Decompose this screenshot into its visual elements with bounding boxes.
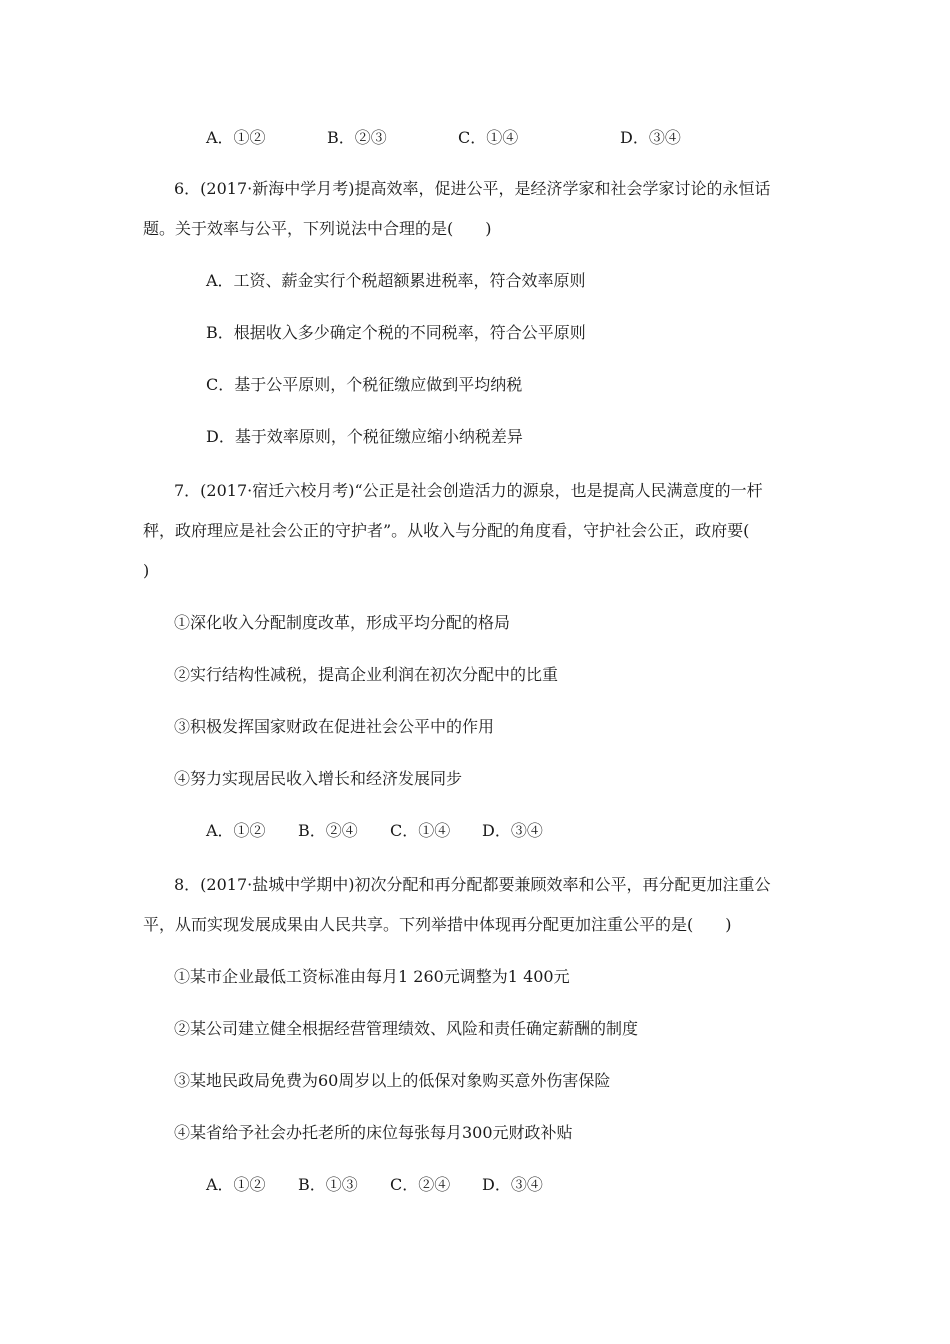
q7-stem-line-1: 7．(2017·宿迁六校月考)“公正是社会创造活力的源泉，也是提高人民满意度的一杆 — [174, 481, 763, 500]
q6-choice-c: C．基于公平原则，个税征缴应做到平均纳税 — [206, 375, 523, 394]
q7-item-4: ④努力实现居民收入增长和经济发展同步 — [174, 769, 463, 788]
q7-options — [0, 821, 950, 841]
q8-item-1: ①某市企业最低工资标准由每月1 260元调整为1 400元 — [174, 967, 570, 986]
q8-stem-line-1: 8．(2017·盐城中学期中)初次分配和再分配都要兼顾效率和公平，再分配更加注重公 — [174, 875, 771, 894]
q8-option-a: A．①② — [206, 1175, 266, 1194]
q8-item-4: ④某省给予社会办托老所的床位每张每月300元财政补贴 — [174, 1123, 573, 1142]
q5-option-b: B．②③ — [327, 128, 387, 147]
q7-option-a: A．①② — [206, 821, 266, 840]
q8-option-b: B．①③ — [298, 1175, 358, 1194]
q6-choice-d: D．基于效率原则，个税征缴应缩小纳税差异 — [206, 427, 523, 446]
q5-option-c: C．①④ — [458, 128, 519, 147]
q8-item-3: ③某地民政局免费为60周岁以上的低保对象购买意外伤害保险 — [174, 1071, 611, 1090]
q8-option-d: D．③④ — [482, 1175, 543, 1194]
q8-options — [0, 1175, 950, 1195]
q8-stem-line-2: 平，从而实现发展成果由人民共享。下列举措中体现再分配更加注重公平的是( ) — [143, 915, 732, 934]
q5-option-d: D．③④ — [620, 128, 681, 147]
q7-option-c: C．①④ — [390, 821, 451, 840]
q5-options — [0, 128, 950, 148]
q6-stem-line-1: 6．(2017·新海中学月考)提高效率，促进公平，是经济学家和社会学家讨论的永恒话 — [174, 179, 771, 198]
q5-option-a: A．①② — [206, 128, 266, 147]
q6-stem-line-2: 题。关于效率与公平，下列说法中合理的是( ) — [143, 219, 492, 238]
q7-item-1: ①深化收入分配制度改革，形成平均分配的格局 — [174, 613, 511, 632]
q7-option-d: D．③④ — [482, 821, 543, 840]
q8-item-2: ②某公司建立健全根据经营管理绩效、风险和责任确定薪酬的制度 — [174, 1019, 639, 1038]
q7-stem-line-2: 秤，政府理应是社会公正的守护者”。从收入与分配的角度看，守护社会公正，政府要( — [143, 521, 750, 540]
q7-item-3: ③积极发挥国家财政在促进社会公平中的作用 — [174, 717, 495, 736]
q6-choice-a: A．工资、薪金实行个税超额累进税率，符合效率原则 — [206, 271, 586, 290]
q7-stem-line-3: ) — [143, 561, 150, 580]
q7-option-b: B．②④ — [298, 821, 358, 840]
q7-item-2: ②实行结构性减税，提高企业利润在初次分配中的比重 — [174, 665, 559, 684]
q6-choice-b: B．根据收入多少确定个税的不同税率，符合公平原则 — [206, 323, 586, 342]
q8-option-c: C．②④ — [390, 1175, 451, 1194]
